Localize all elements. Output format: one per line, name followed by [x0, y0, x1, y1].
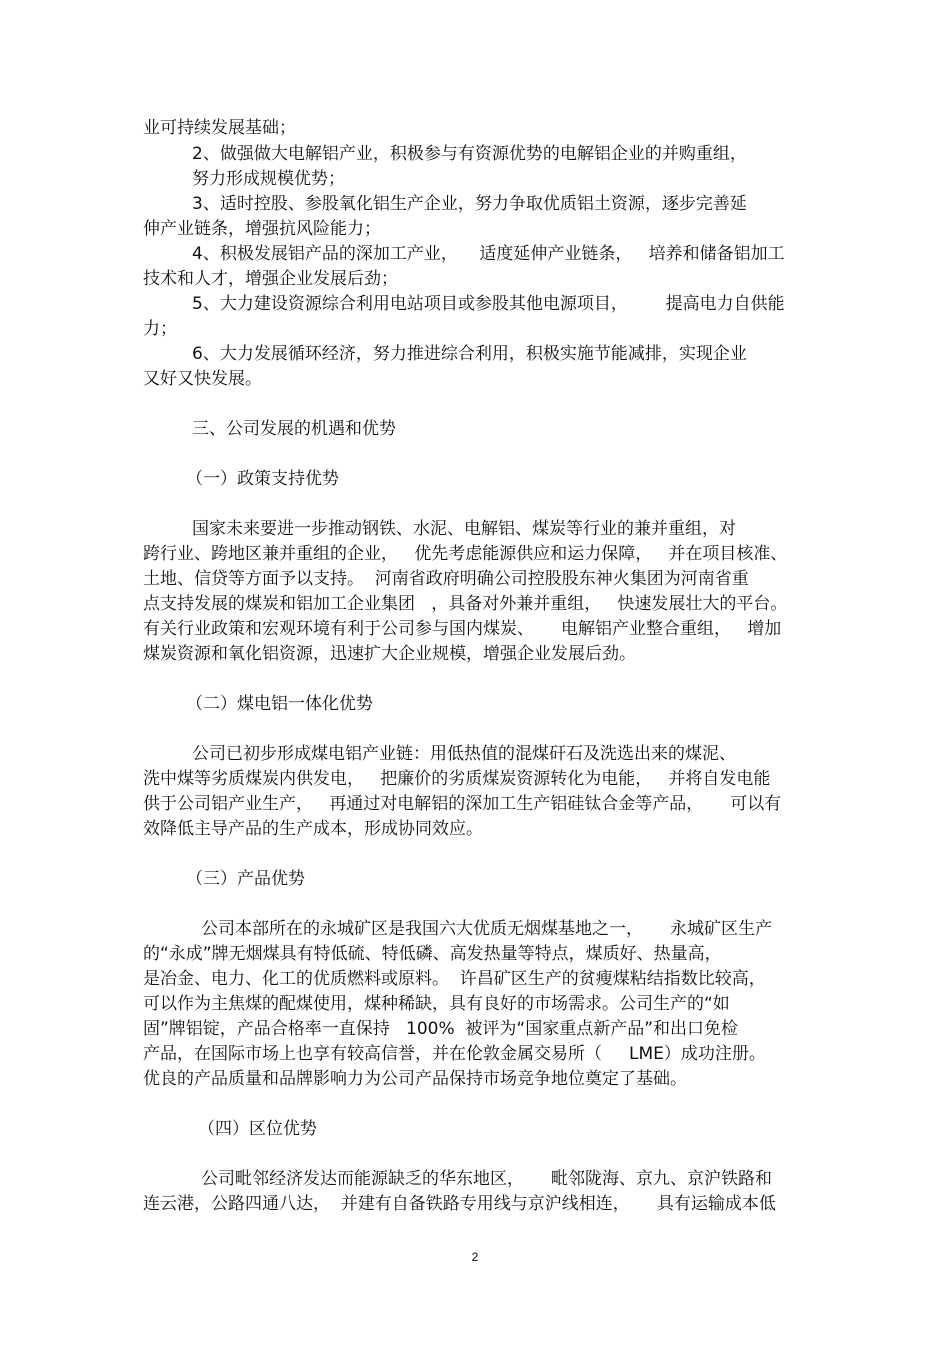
text-line: 固”牌铝锭，产品合格率一直保持 100% 被评为“国家重点新产品”和出口免检	[143, 1019, 739, 1039]
subsection-heading: （二）煤电铝一体化优势	[186, 694, 373, 714]
text-line: 公司毗邻经济发达而能源缺乏的华东地区， 毗邻陇海、京九、京沪铁路和	[201, 1169, 773, 1189]
text-line: 又好又快发展。	[143, 369, 262, 389]
text-line: 供于公司铝产业生产， 再通过对电解铝的深加工生产铝硅钛合金等产品， 可以有	[143, 794, 782, 814]
text-line: 3、适时控股、参股氧化铝生产企业，努力争取优质铝土资源，逐步完善延	[192, 194, 747, 214]
section-heading: 三、公司发展的机遇和优势	[192, 419, 396, 439]
text-line: 连云港，公路四通八达， 并建有自备铁路专用线与京沪线相连， 具有运输成本低	[143, 1194, 776, 1214]
text-line: 产品，在国际市场上也享有较高信誉，并在伦敦金属交易所（ LME）成功注册。	[143, 1044, 766, 1064]
subsection-heading: （一）政策支持优势	[186, 469, 339, 489]
text-line: 是冶金、电力、化工的优质燃料或原料。 许昌矿区生产的贫瘦煤粘结指数比较高，	[143, 969, 766, 989]
subsection-heading: （三）产品优势	[186, 869, 305, 889]
text-line: 的“永成”牌无烟煤具有特低硫、特低磷、高发热量等特点，煤质好、热量高，	[143, 944, 722, 964]
text-line: 力；	[143, 319, 177, 339]
text-line: 煤炭资源和氧化铝资源，迅速扩大企业规模，增强企业发展后劲。	[143, 644, 636, 664]
text-line: 点支持发展的煤炭和铝加工企业集团 ，具备对外兼并重组， 快速发展壮大的平台。	[143, 594, 788, 614]
text-line: 土地、信贷等方面予以支持。 河南省政府明确公司控股股东神火集团为河南省重	[143, 569, 749, 589]
text-line: 业可持续发展基础；	[143, 118, 296, 138]
subsection-heading: （四）区位优势	[198, 1119, 317, 1139]
text-line: 优良的产品质量和品牌影响力为公司产品保持市场竞争地位奠定了基础。	[143, 1069, 687, 1089]
text-line: 公司本部所在的永城矿区是我国六大优质无烟煤基地之一， 永城矿区生产	[201, 919, 773, 939]
text-line: 技术和人才，增强企业发展后劲；	[143, 269, 398, 289]
text-line: 有关行业政策和宏观环境有利于公司参与国内煤炭、 电解铝产业整合重组， 增加	[143, 619, 782, 639]
text-line: 5、大力建设资源综合利用电站项目或参股其他电源项目， 提高电力自供能	[192, 294, 785, 314]
text-line: 洗中煤等劣质煤炭内供发电， 把廉价的劣质煤炭资源转化为电能， 并将自发电能	[143, 769, 771, 789]
text-line: 国家未来要进一步推动钢铁、水泥、电解铝、煤炭等行业的兼并重组，对	[192, 519, 736, 539]
text-line: 效降低主导产品的生产成本，形成协同效应。	[143, 819, 483, 839]
text-line: 2、做强做大电解铝产业，积极参与有资源优势的电解铝企业的并购重组，	[192, 144, 747, 164]
page-number: 2	[471, 1250, 479, 1264]
text-line: 伸产业链条，增强抗风险能力；	[143, 219, 381, 239]
text-line: 6、大力发展循环经济，努力推进综合利用，积极实施节能减排，实现企业	[192, 344, 747, 364]
text-line: 努力形成规模优势；	[192, 169, 345, 189]
text-line: 4、积极发展铝产品的深加工产业， 适度延伸产业链条， 培养和储备铝加工	[192, 244, 785, 264]
text-line: 公司已初步形成煤电铝产业链：用低热值的混煤矸石及洗选出来的煤泥、	[192, 744, 736, 764]
text-line: 可以作为主焦煤的配煤使用，煤种稀缺，具有良好的市场需求。公司生产的“如	[143, 994, 730, 1014]
text-line: 跨行业、跨地区兼并重组的企业， 优先考虑能源供应和运力保障， 并在项目核准、	[143, 544, 788, 564]
